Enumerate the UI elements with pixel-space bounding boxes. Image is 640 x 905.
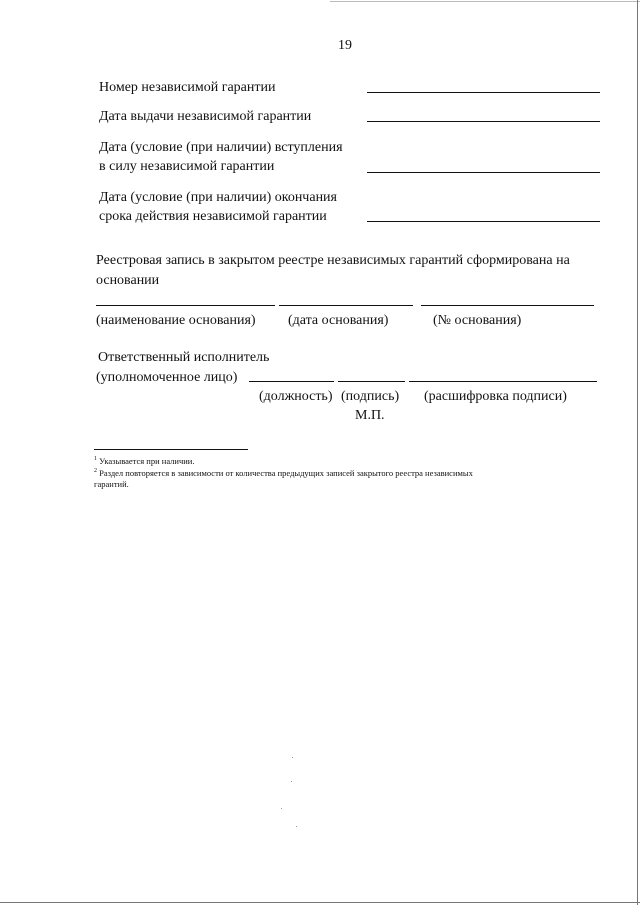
- scan-speck: [281, 808, 282, 809]
- page-edge-top: [330, 1, 640, 2]
- scan-speck: [296, 826, 297, 827]
- footnote-2-text-line2: гарантий.: [94, 479, 129, 489]
- registry-caption-number: (№ основания): [433, 313, 522, 328]
- footnote-1-text: Указывается при наличии.: [99, 456, 195, 466]
- field-line-expiry-date: [367, 221, 600, 222]
- registry-text-line2: основании: [96, 273, 160, 288]
- field-line-guarantee-number: [367, 92, 600, 93]
- responsible-caption-decoding: (расшифровка подписи): [424, 389, 567, 404]
- responsible-line-position: [249, 381, 334, 382]
- responsible-line2: (уполномоченное лицо): [96, 370, 238, 385]
- registry-line-number: [421, 305, 594, 306]
- footnote-2-mark: 2: [94, 468, 97, 475]
- responsible-caption-position: (должность): [259, 389, 333, 404]
- registry-line-name: [96, 305, 275, 306]
- scan-speck: [291, 781, 292, 782]
- field-line-issue-date: [367, 121, 600, 122]
- page-number: 19: [338, 38, 352, 53]
- footnote-separator: [94, 449, 248, 450]
- page-edge-right: [637, 0, 638, 905]
- registry-caption-date: (дата основания): [288, 313, 389, 328]
- registry-line-date: [279, 305, 413, 306]
- footnote-1: [94, 456, 194, 467]
- registry-text-line1: Реестровая запись в закрытом реестре независимых гарантий сформирована на: [96, 253, 570, 268]
- field-label-expiry-date-line1: Дата (условие (при наличии) окончания: [99, 190, 337, 205]
- field-label-issue-date: Дата выдачи независимой гарантии: [99, 109, 312, 124]
- stamp-place: М.П.: [355, 408, 385, 423]
- field-label-effective-date-line2: в силу независимой гарантии: [99, 159, 275, 174]
- footnote-2-text-line1: Раздел повторяется в зависимости от количества предыдущих записей закрытого реестра независимых: [99, 468, 473, 478]
- footnote-1-mark: 1: [94, 456, 97, 463]
- field-label-expiry-date-line2: срока действия независимой гарантии: [99, 209, 327, 224]
- responsible-line1: Ответственный исполнитель: [98, 350, 270, 365]
- scan-speck: [292, 757, 293, 758]
- field-line-effective-date: [367, 172, 600, 173]
- registry-caption-name: (наименование основания): [96, 313, 256, 328]
- responsible-line-decoding: [409, 381, 597, 382]
- responsible-line-signature: [338, 381, 405, 382]
- page-edge-bottom: [0, 902, 640, 903]
- footnote-2: [94, 468, 473, 479]
- field-label-effective-date-line1: Дата (условие (при наличии) вступления: [99, 140, 343, 155]
- responsible-caption-signature: (подпись): [341, 389, 400, 404]
- field-label-guarantee-number: Номер независимой гарантии: [99, 80, 276, 95]
